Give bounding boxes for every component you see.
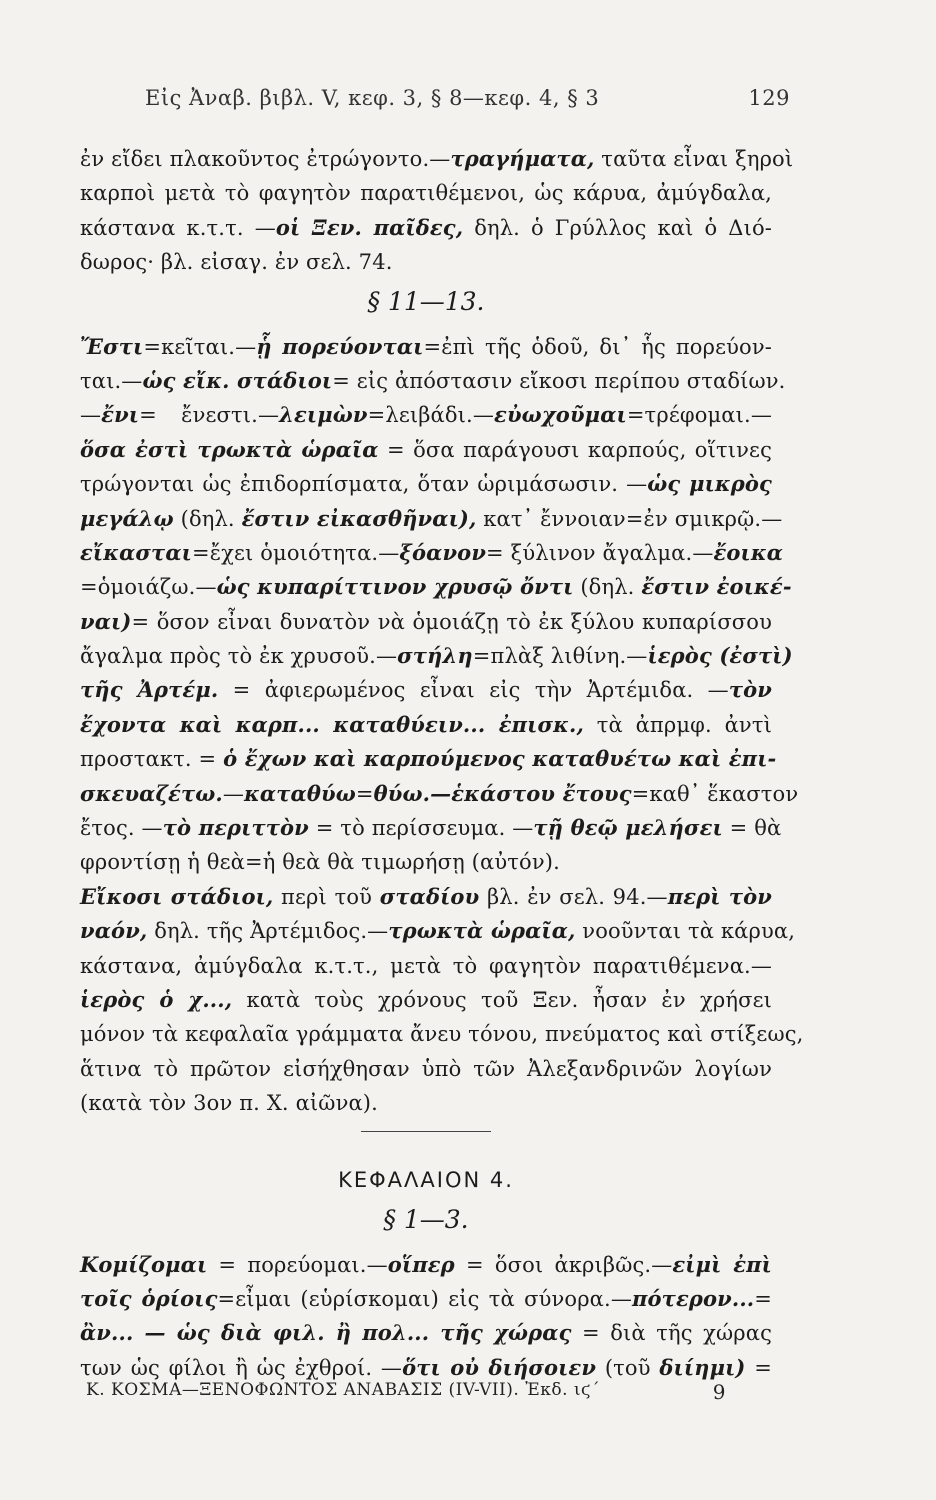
text-line: (κατὰ τὸν 3ον π. Χ. αἰῶνα). [80,1091,378,1116]
text-line: μόνον τὰ κεφαλαῖα γράμματα ἄνευ τόνου, πνεύματος καὶ στίξεως, [80,1022,804,1047]
footer-imprint: Κ. ΚΟΣΜΑ—ΞΕΝΟΦΩΝΤΟΣ ΑΝΑΒΑΣΙΣ (IV-VII). Ἐκδ. ιϛ´ [86,1380,601,1400]
text-line: φροντίσῃ ἡ θεὰ=ἡ θεὰ θὰ τιμωρήσῃ (αὐτόν). [80,850,560,875]
running-title: Εἰς Ἀναβ. βιβλ. V, κεφ. 3, § 8—κεφ. 4, § 3 [145,86,600,110]
text-line: ἔχοντα καὶ καρπ... καταθύειν... ἐπισκ., τὰ ἀπρμφ. ἀντὶ [80,711,772,737]
text-line: ἐν εἴδει πλακοῦντος ἐτρώγοντο.—τραγήματα, ταῦτα εἶναι ξηροὶ [80,146,794,171]
text-line: ναι)= ὅσον εἶναι δυνατὸν νὰ ὁμοιάζῃ τὸ ἐκ ξύλου κυπαρίσσου [80,608,772,634]
text-line: σκευαζέτω.—καταθύω=θύω.—ἑκάστου ἔτους=καθ᾽ ἕκαστον [80,780,799,806]
section-heading: § 11—13. [367,286,485,316]
text-line: ται.—ὡς εἴκ. στάδιοι= εἰς ἀπόστασιν εἴκοσι περίπου σταδίων. [80,367,786,393]
text-line: δωρος· βλ. εἰσαγ. ἐν σελ. 74. [80,250,393,275]
text-line: εἴκασται=ἔχει ὁμοιότητα.—ξόανον= ξύλινον ἄγαλμα.—ἔοικα [80,539,784,565]
text-line: τοῖς ὁρίοις=εἶμαι (εὑρίσκομαι) εἰς τὰ σύνορα.—πότερον...= [80,1285,772,1311]
text-line: Εἴκοσι στάδιοι, περὶ τοῦ σταδίου βλ. ἐν σελ. 94.—περὶ τὸν [80,883,773,909]
text-line: ναόν, δηλ. τῆς Ἀρτέμιδος.—τρωκτὰ ὡραῖα, νοοῦνται τὰ κάρυα, [80,918,796,944]
text-line: μεγάλῳ (δηλ. ἔστιν εἰκασθῆναι), κατ᾽ ἔννοιαν=ἐν σμικρῷ.— [80,505,783,531]
text-line: Κομίζομαι = πορεύομαι.—οἵπερ = ὅσοι ἀκριβῶς.—εἰμὶ ἐπὶ [80,1251,772,1277]
section-divider [361,1131,491,1132]
chapter-title: ΚΕΦΑΛΑΙΟΝ 4. [338,1167,514,1192]
text-line: τῆς Ἀρτέμ. = ἀφιερωμένος εἶναι εἰς τὴν Ἀρτέμιδα. —τὸν [80,677,773,703]
text-line: καρποὶ μετὰ τὸ φαγητὸν παρατιθέμενοι, ὡς κάρυα, ἀμύγδαλα, [80,181,772,206]
text-line: προστακτ. = ὁ ἔχων καὶ καρπούμενος καταθυέτω καὶ ἐπι- [80,746,777,772]
running-head [145,86,790,110]
signature-mark: 9 [712,1380,726,1404]
commentary-text [80,142,804,1385]
text-line: ἂν... — ὡς διὰ φιλ. ἢ πολ... τῆς χώρας = διὰ τῆς χώρας [80,1320,772,1346]
text-line: —ἔνι= ἔνεστι.—λειμὼν=λειβάδι.—εὐωχοῦμαι=τρέφομαι.— [80,402,772,428]
text-line: τρώγονται ὡς ἐπιδορπίσματα, ὅταν ὡριμάσωσιν. —ὡς μικρὸς [80,471,772,497]
text-line: ἔτος. —τὸ περιττὸν = τὸ περίσσευμα. —τῇ θεῷ μελήσει = θὰ [80,815,782,841]
section-heading: § 1—3. [383,1204,469,1234]
text-line: κάστανα κ.τ.τ. —οἱ Ξεν. παῖδες, δηλ. ὁ Γρύλλος καὶ ὁ Διό- [80,214,772,240]
page-number: 129 [748,86,790,110]
text-line: ἱερὸς ὁ χ..., κατὰ τοὺς χρόνους τοῦ Ξεν. ἦσαν ἐν χρήσει [80,986,772,1012]
text-line: των ὡς φίλοι ἢ ὡς ἐχθροί. —ὅτι οὐ διήσοιεν (τοῦ διίημι) = [80,1354,772,1380]
text-line: ἄγαλμα πρὸς τὸ ἐκ χρυσοῦ.—στήλη=πλὰξ λιθίνη.—ἱερὸς (ἐστὶ) [80,643,793,669]
text-line: =ὁμοιάζω.—ὡς κυπαρίττινον χρυσῷ ὄντι (δηλ. ἔστιν ἐοικέ- [80,574,792,600]
page-footer [86,1380,726,1404]
text-line: ὅσα ἐστὶ τρωκτὰ ὡραῖα = ὅσα παράγουσι καρπούς, οἵτινες [80,436,772,462]
text-line: ἅτινα τὸ πρῶτον εἰσήχθησαν ὑπὸ τῶν Ἀλεξανδρινῶν λογίων [80,1056,772,1081]
text-line: Ἔστι=κεῖται.—ᾗ πορεύονται=ἐπὶ τῆς ὁδοῦ, δι᾽ ἧς πορεύον- [80,333,772,359]
text-line: κάστανα, ἀμύγδαλα κ.τ.τ., μετὰ τὸ φαγητὸν παρατιθέμενα.— [80,953,772,978]
